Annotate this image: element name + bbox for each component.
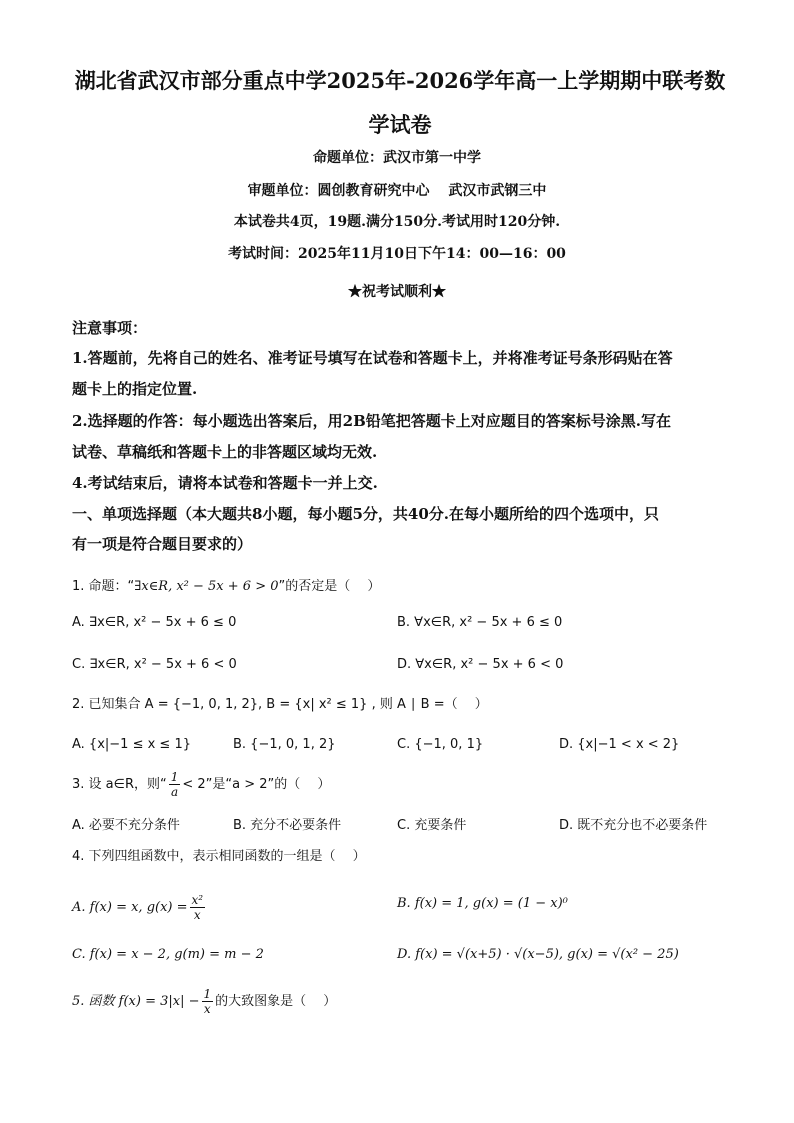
question-1-option-a: A. ∃x∈R, x² − 5x + 6 ≤ 0	[72, 615, 237, 630]
question-3-option-d: D. 既不充分也不必要条件	[559, 818, 708, 833]
notice-item2-line2: 试卷、草稿纸和答题卡上的非答题区域均无效.	[72, 443, 378, 461]
question-5-stem-prefix: 5. 函数 f(x) = 3|x| −	[72, 994, 200, 1009]
setter-line: 命题单位：武汉市第一中学	[313, 150, 481, 166]
question-5-stem-suffix: 的大致图象是（ ）	[215, 994, 337, 1009]
question-4-stem: 4. 下列四组函数中，表示相同函数的一组是（ ）	[72, 849, 366, 864]
exam-title-line1: 湖北省武汉市部分重点中学2025年-2026学年高一上学期期中联考数	[74, 68, 726, 93]
section1-heading-line1: 一、单项选择题（本大题共8小题，每小题5分，共40分.在每小题所给的四个选项中，只	[72, 505, 659, 523]
notice-heading: 注意事项：	[72, 319, 148, 337]
question-5-fraction-numerator: 1	[203, 987, 212, 1001]
question-2-option-c: C. {−1, 0, 1}	[397, 737, 484, 752]
question-1-stem-prefix: 1. 命题：“	[72, 579, 135, 594]
notice-item2-line1: 2.选择题的作答：每小题选出答案后，用2B铅笔把答题卡上对应题目的答案标号涂黑.写在	[72, 412, 672, 430]
blessing-line: ★祝考试顺利★	[348, 284, 446, 300]
reviewer-line: 审题单位：圆创教育研究中心 武汉市武钢三中	[247, 183, 547, 199]
question-4-option-a	[72, 893, 207, 922]
question-1-option-d: D. ∀x∈R, x² − 5x + 6 < 0	[397, 657, 564, 672]
question-3-option-a: A. 必要不充分条件	[72, 818, 180, 833]
question-4-option-b: B. f(x) = 1, g(x) = (1 − x)⁰	[397, 896, 568, 911]
question-1-stem-suffix: ”的否定是（ ）	[278, 579, 381, 594]
question-3-stem-prefix: 3. 设 a∈R，则“	[72, 777, 167, 792]
question-4-option-a-numerator: x²	[191, 893, 204, 907]
question-4-option-c: C. f(x) = x − 2, g(m) = m − 2	[72, 947, 264, 962]
question-3-option-c: C. 充要条件	[397, 818, 467, 833]
notice-item1-line1: 1.答题前，先将自己的姓名、准考证号填写在试卷和答题卡上，并将准考证号条形码贴在答	[72, 349, 673, 367]
question-3-option-b: B. 充分不必要条件	[233, 818, 342, 833]
exam-time-line: 考试时间：2025年11月10日下午14：00—16：00	[228, 246, 566, 262]
section1-heading-line2: 有一项是符合题目要求的）	[72, 535, 253, 553]
question-3-stem-suffix: < 2”是“a > 2”的（ ）	[182, 777, 331, 792]
question-5-fraction	[202, 987, 214, 1016]
question-3-fraction	[169, 770, 181, 799]
question-4-option-a-fraction	[190, 893, 206, 922]
question-1-stem-expression: ∃x∈R, x² − 5x + 6 > 0	[134, 579, 279, 594]
question-2-option-b: B. {−1, 0, 1, 2}	[233, 737, 336, 752]
exam-title-line2: 学试卷	[368, 112, 432, 137]
question-5-fraction-denominator: x	[203, 1002, 211, 1016]
question-4-option-d: D. f(x) = √(x+5) · √(x−5), g(x) = √(x² − 25)	[397, 947, 679, 962]
notice-item4: 4.考试结束后，请将本试卷和答题卡一并上交.	[72, 474, 378, 492]
question-1-option-c: C. ∃x∈R, x² − 5x + 6 < 0	[72, 657, 237, 672]
question-2-stem: 2. 已知集合 A = {−1, 0, 1, 2}, B = {x| x² ≤ 1} , 则 A ∣ B =（ ）	[72, 697, 488, 712]
notice-item1-line2: 题卡上的指定位置.	[72, 380, 198, 398]
question-4-option-a-text: A. f(x) = x, g(x) =	[72, 900, 188, 915]
question-3-fraction-denominator: a	[170, 785, 179, 799]
question-5-stem	[72, 987, 724, 1016]
question-3-stem	[72, 770, 724, 799]
question-4-option-a-denominator: x	[193, 908, 201, 922]
summary-line: 本试卷共4页，19题.满分150分.考试用时120分钟.	[233, 214, 561, 230]
question-2-option-d: D. {x|−1 < x < 2}	[559, 737, 680, 752]
question-2-option-a: A. {x|−1 ≤ x ≤ 1}	[72, 737, 191, 752]
question-1-option-b: B. ∀x∈R, x² − 5x + 6 ≤ 0	[397, 615, 563, 630]
question-3-fraction-numerator: 1	[170, 770, 179, 784]
question-1-stem	[72, 576, 724, 598]
